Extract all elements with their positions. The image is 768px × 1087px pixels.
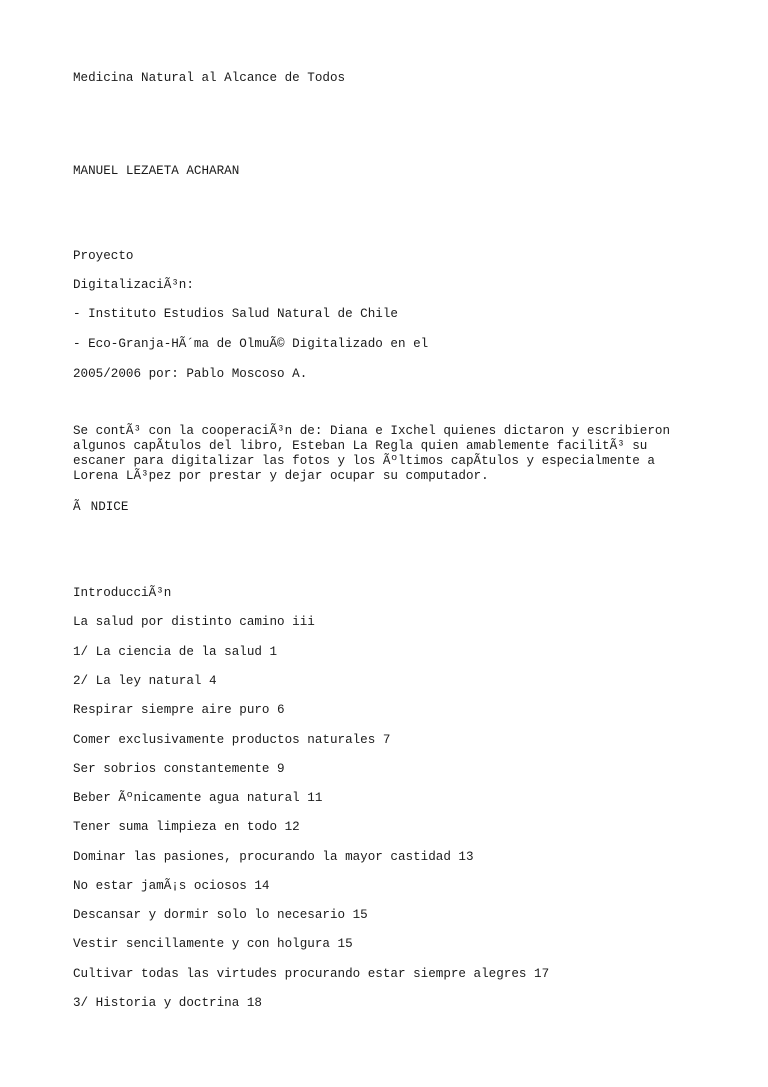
toc-item: Beber Ãºnicamente agua natural 11 [73,791,323,805]
toc-item: Vestir sencillamente y con holgura 15 [73,937,353,951]
toc-item: 2/ La ley natural 4 [73,674,217,688]
toc-item: Comer exclusivamente productos naturales 7 [73,733,391,747]
credit-line: - Instituto Estudios Salud Natural de Chile [73,307,398,321]
toc-item: Cultivar todas las virtudes procurando estar siempre alegres 17 [73,967,550,981]
toc-item: 3/ Historia y doctrina 18 [73,996,262,1010]
toc-item: La salud por distinto camino iii [73,615,315,629]
cooperation-line: algunos capÃtulos del libro, Esteban La Regla quien amablemente facilitÃ³ su [73,439,648,453]
credit-line: - Eco-Granja-HÃ´ma de OlmuÃ© Digitalizado en el [73,337,429,351]
toc-item: Respirar siempre aire puro 6 [73,703,285,717]
document-title: Medicina Natural al Alcance de Todos [73,71,346,85]
cooperation-line: escaner para digitalizar las fotos y los Ãºltimos capÃtulos y especialmente a [73,454,655,468]
toc-item: Descansar y dormir solo lo necesario 15 [73,908,368,922]
author-name: MANUEL LEZAETA ACHARAN [73,164,240,178]
digitalization-label: DigitalizaciÃ³n: [73,278,194,292]
project-label: Proyecto [73,249,134,263]
toc-item: 1/ La ciencia de la salud 1 [73,645,278,659]
cooperation-line: Lorena LÃ³pez por prestar y dejar ocupar su computador. [73,469,489,483]
credit-line: 2005/2006 por: Pablo Moscoso A. [73,367,308,381]
toc-item: IntroducciÃ³n [73,586,172,600]
toc-item: No estar jamÃ¡s ociosos 14 [73,879,270,893]
index-heading: ÃNDICE [73,500,129,514]
toc-item: Tener suma limpieza en todo 12 [73,820,300,834]
toc-item: Dominar las pasiones, procurando la mayor castidad 13 [73,850,474,864]
toc-item: Ser sobrios constantemente 9 [73,762,285,776]
cooperation-line: Se contÃ³ con la cooperaciÃ³n de: Diana e Ixchel quienes dictaron y escribieron [73,424,671,438]
